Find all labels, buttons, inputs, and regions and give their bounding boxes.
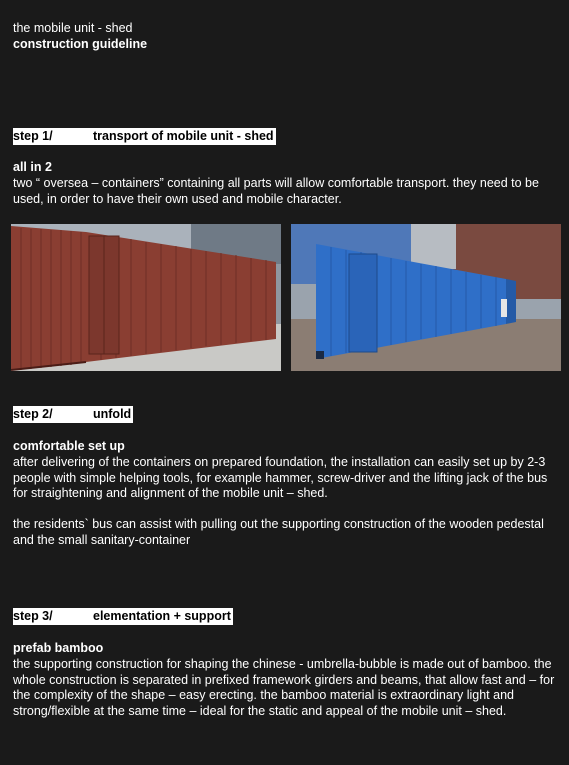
step1-text: two “ oversea – containers” containing all parts will allow comfortable transport. they need to be used, in order to have their own used and mobile character. bbox=[13, 176, 539, 206]
step2-title: unfold bbox=[93, 407, 132, 421]
step2-subtitle: comfortable set up bbox=[13, 439, 125, 453]
blue-container-image bbox=[291, 224, 561, 371]
document-title-line1: the mobile unit - shed bbox=[13, 21, 133, 35]
photo-blue-container bbox=[291, 224, 561, 371]
step3-subtitle: prefab bamboo bbox=[13, 641, 104, 655]
step1-subtitle: all in 2 bbox=[13, 160, 52, 174]
document-title-line2: construction guideline bbox=[13, 37, 148, 51]
step2-heading-bar bbox=[13, 406, 133, 423]
red-container-image bbox=[11, 224, 281, 371]
step2-label: step 2/ bbox=[13, 407, 53, 421]
step1-label: step 1/ bbox=[13, 129, 53, 143]
step2-text-2: the residents` bus can assist with pulling out the supporting construction of the wooden pedestal and the small sanitary-container bbox=[13, 517, 544, 547]
step1-heading-bar bbox=[13, 128, 276, 145]
step3-title: elementation + support bbox=[93, 609, 231, 623]
step3-heading-bar bbox=[13, 608, 233, 625]
step1-title: transport of mobile unit - shed bbox=[93, 129, 274, 143]
step3-text: the supporting construction for shaping the chinese - umbrella-bubble is made out of bamboo. the whole construction is separated in prefixed framework girders and beams, that allow fast and – for the complexity of the shape – easy erecting. the bamboo material is extraordinary light and strong/flexible at the same time – ideal for the static and appeal of the mobile unit – shed. bbox=[13, 657, 555, 718]
step2-text: after delivering of the containers on prepared foundation, the installation can easily set up by 2-3 people with simple helping tools, for example hammer, screw-driver and the lifting jack of the bus for straightening and alignment of the mobile unit – shed. bbox=[13, 455, 548, 500]
step3-label: step 3/ bbox=[13, 609, 53, 623]
photo-red-container bbox=[11, 224, 281, 371]
